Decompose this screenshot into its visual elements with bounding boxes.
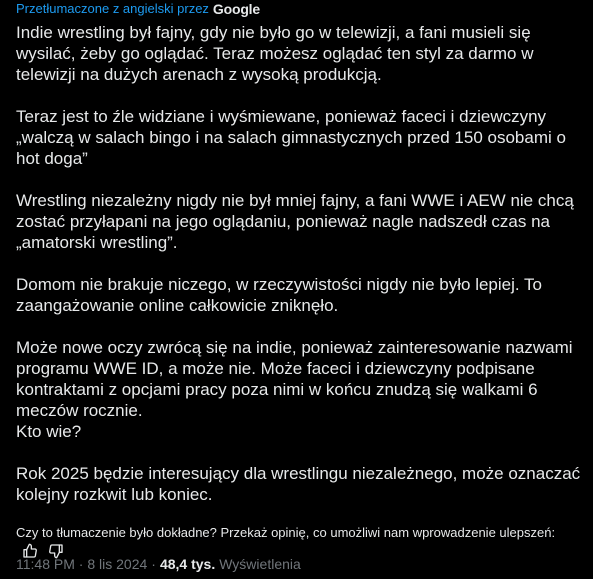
meta-separator: · bbox=[151, 556, 156, 572]
tweet-date: 8 lis 2024 bbox=[87, 556, 148, 572]
views-label: Wyświetlenia bbox=[219, 556, 301, 572]
tweet-paragraph: Wrestling niezależny nigdy nie był mniej fajny, a fani WWE i AEW nie chcą zostać przyłapani na jego oglądaniu, ponieważ nagle nadszedł czas na „amatorski wrestling”. bbox=[16, 191, 574, 252]
tweet-paragraph: Indie wrestling był fajny, gdy nie było go w telewizji, a fani musieli się wysilać, żeby go oglądać. Teraz możesz oglądać ten styl za darmo w telewizji na dużych arenach z wysoką produkcją. bbox=[16, 23, 534, 84]
feedback-question: Czy to tłumaczenie było dokładne? Przekaż opinię, co umożliwi nam wprowadzenie ulepszeń: bbox=[16, 525, 556, 540]
meta-separator: · bbox=[78, 556, 84, 572]
tweet-text bbox=[16, 22, 586, 505]
tweet-paragraph: Teraz jest to źle widziane i wyśmiewane, ponieważ faceci i dziewczyny „walczą w salach bingo i na salach gimnastycznych przed 150 osobami o hot doga” bbox=[16, 107, 566, 168]
tweet-time: 11:48 PM bbox=[16, 556, 75, 572]
translation-prefix[interactable]: Przetłumaczone z angielski przez bbox=[16, 1, 209, 16]
tweet-meta bbox=[16, 556, 301, 572]
tweet-paragraph: Może nowe oczy zwrócą się na indie, ponieważ zainteresowanie nazwami programu WWE ID, a może nie. Może faceci i dziewczyny podpisane kontraktami z opcjami pracy poza nimi w końcu znudzą się walkami 6 meczów rocznie. Kto wie? bbox=[16, 338, 573, 441]
tweet-body bbox=[16, 0, 586, 559]
tweet-paragraph: Domom nie brakuje niczego, w rzeczywistości nigdy nie było lepiej. To zaangażowanie online całkowicie zniknęło. bbox=[16, 275, 542, 315]
translation-feedback bbox=[16, 524, 586, 559]
translation-attribution[interactable] bbox=[16, 0, 586, 18]
tweet-timestamp[interactable] bbox=[16, 556, 147, 572]
tweet-paragraph: Rok 2025 będzie interesujący dla wrestlingu niezależnego, może oznaczać kolejny rozkwit lub koniec. bbox=[16, 464, 581, 504]
views-count: 48,4 tys. bbox=[159, 556, 216, 572]
google-logo: Google bbox=[212, 1, 260, 17]
